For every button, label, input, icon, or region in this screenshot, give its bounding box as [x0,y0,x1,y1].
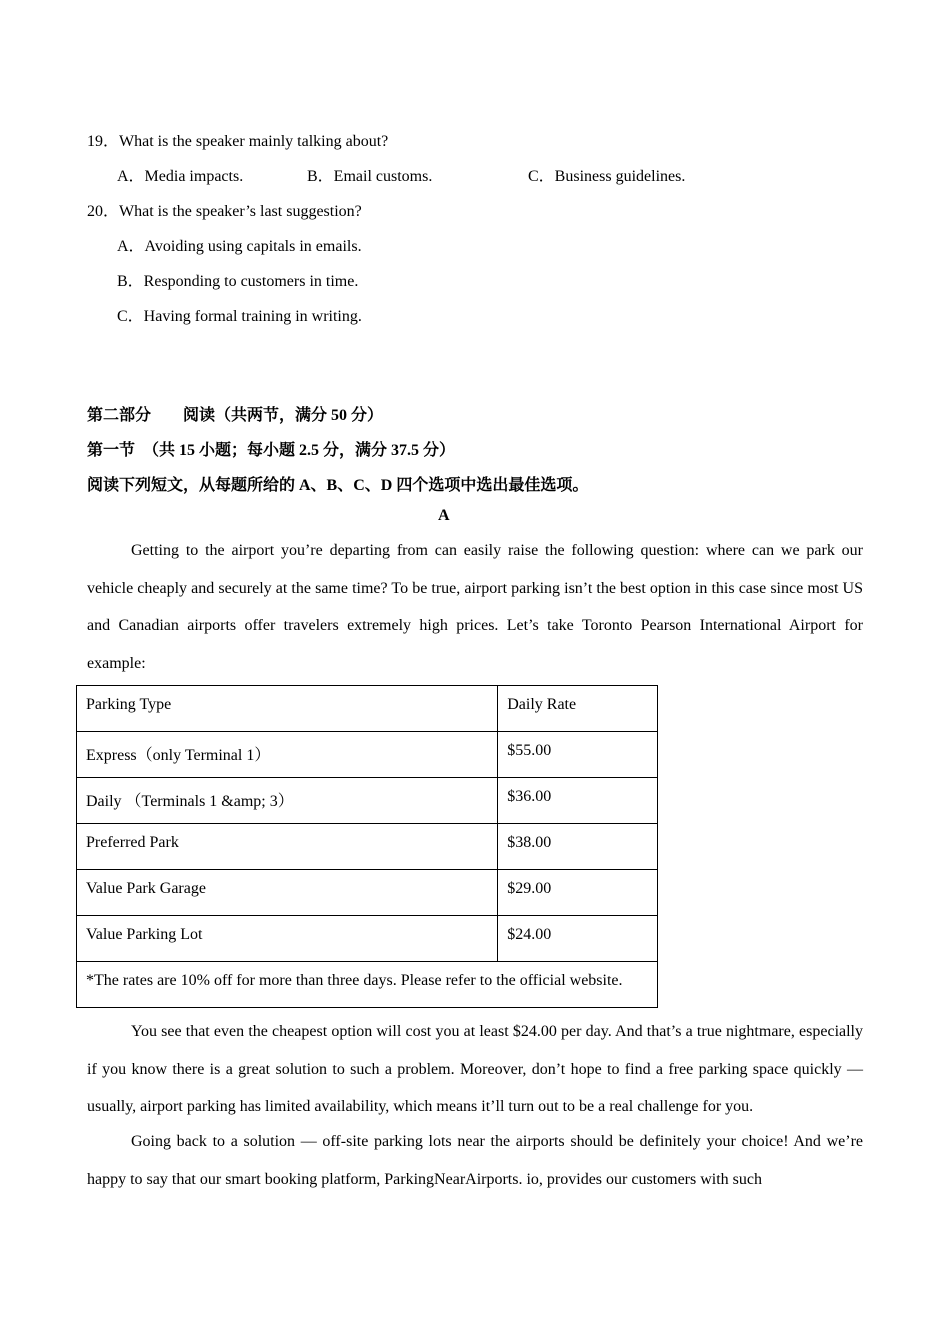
question-20-option-c: C．Having formal training in writing. [117,308,362,325]
table-row [77,778,658,824]
question-19-option-a: A．Media impacts. [117,168,244,185]
daily-rate-cell: $55.00 [498,732,658,778]
passage-paragraph-3: Going back to a solution — off-site parking lots near the airports should be definitely your choice! And we’re happy to say that our smart booking platform, ParkingNearAirports. io, provides our customers with such [87,1133,863,1188]
reading-section-title: 第一节 （共 15 小题；每小题 2.5 分，满分 37.5 分） [87,442,456,459]
parking-rates-table [76,685,658,1008]
table-header-row [77,686,658,732]
passage-label: A [438,507,450,524]
question-20-option-a: A．Avoiding using capitals in emails. [117,238,362,255]
daily-rate-cell: $29.00 [498,870,658,916]
table-row [77,732,658,778]
parking-type-cell: Preferred Park [77,824,498,870]
header-daily-rate: Daily Rate [498,686,658,732]
reading-instruction: 阅读下列短文，从每题所给的 A、B、C、D 四个选项中选出最佳选项。 [87,477,589,494]
table-note-row [77,962,658,1008]
passage-paragraph-2: You see that even the cheapest option will cost you at least $24.00 per day. And that’s a true nightmare, especially if you know there is a great solution to such a problem. Moreover, don’t hope to find a free parking space quickly — usually, airport parking has limited availability, which means it’ll turn out to be a real challenge for you. [87,1023,863,1115]
daily-rate-cell: $36.00 [498,778,658,824]
parking-type-cell: Express（only Terminal 1） [77,732,498,778]
passage-paragraph-1: Getting to the airport you’re departing from can easily raise the following question: where can we park our vehicle cheaply and securely at the same time? To be true, airport parking isn’t the best option in this case since most US and Canadian airports offer travelers extremely high prices. Let’s take Toronto Pearson International Airport for example: [87,542,863,672]
question-20-option-b: B．Responding to customers in time. [117,273,359,290]
parking-type-cell: Value Parking Lot [77,916,498,962]
parking-type-cell: Daily （Terminals 1 &amp; 3） [77,778,498,824]
parking-type-cell: Value Park Garage [77,870,498,916]
table-row [77,916,658,962]
table-note: *The rates are 10% off for more than three days. Please refer to the official website. [77,962,658,1008]
table-row [77,870,658,916]
reading-part-title: 第二部分 阅读（共两节，满分 50 分） [87,407,384,424]
question-19-stem: 19．What is the speaker mainly talking about? [87,133,389,150]
question-19-option-c: C．Business guidelines. [528,168,686,185]
question-20-stem: 20．What is the speaker’s last suggestion? [87,203,362,220]
header-parking-type: Parking Type [77,686,498,732]
daily-rate-cell: $38.00 [498,824,658,870]
question-19-option-b: B．Email customs. [307,168,433,185]
daily-rate-cell: $24.00 [498,916,658,962]
table-row [77,824,658,870]
